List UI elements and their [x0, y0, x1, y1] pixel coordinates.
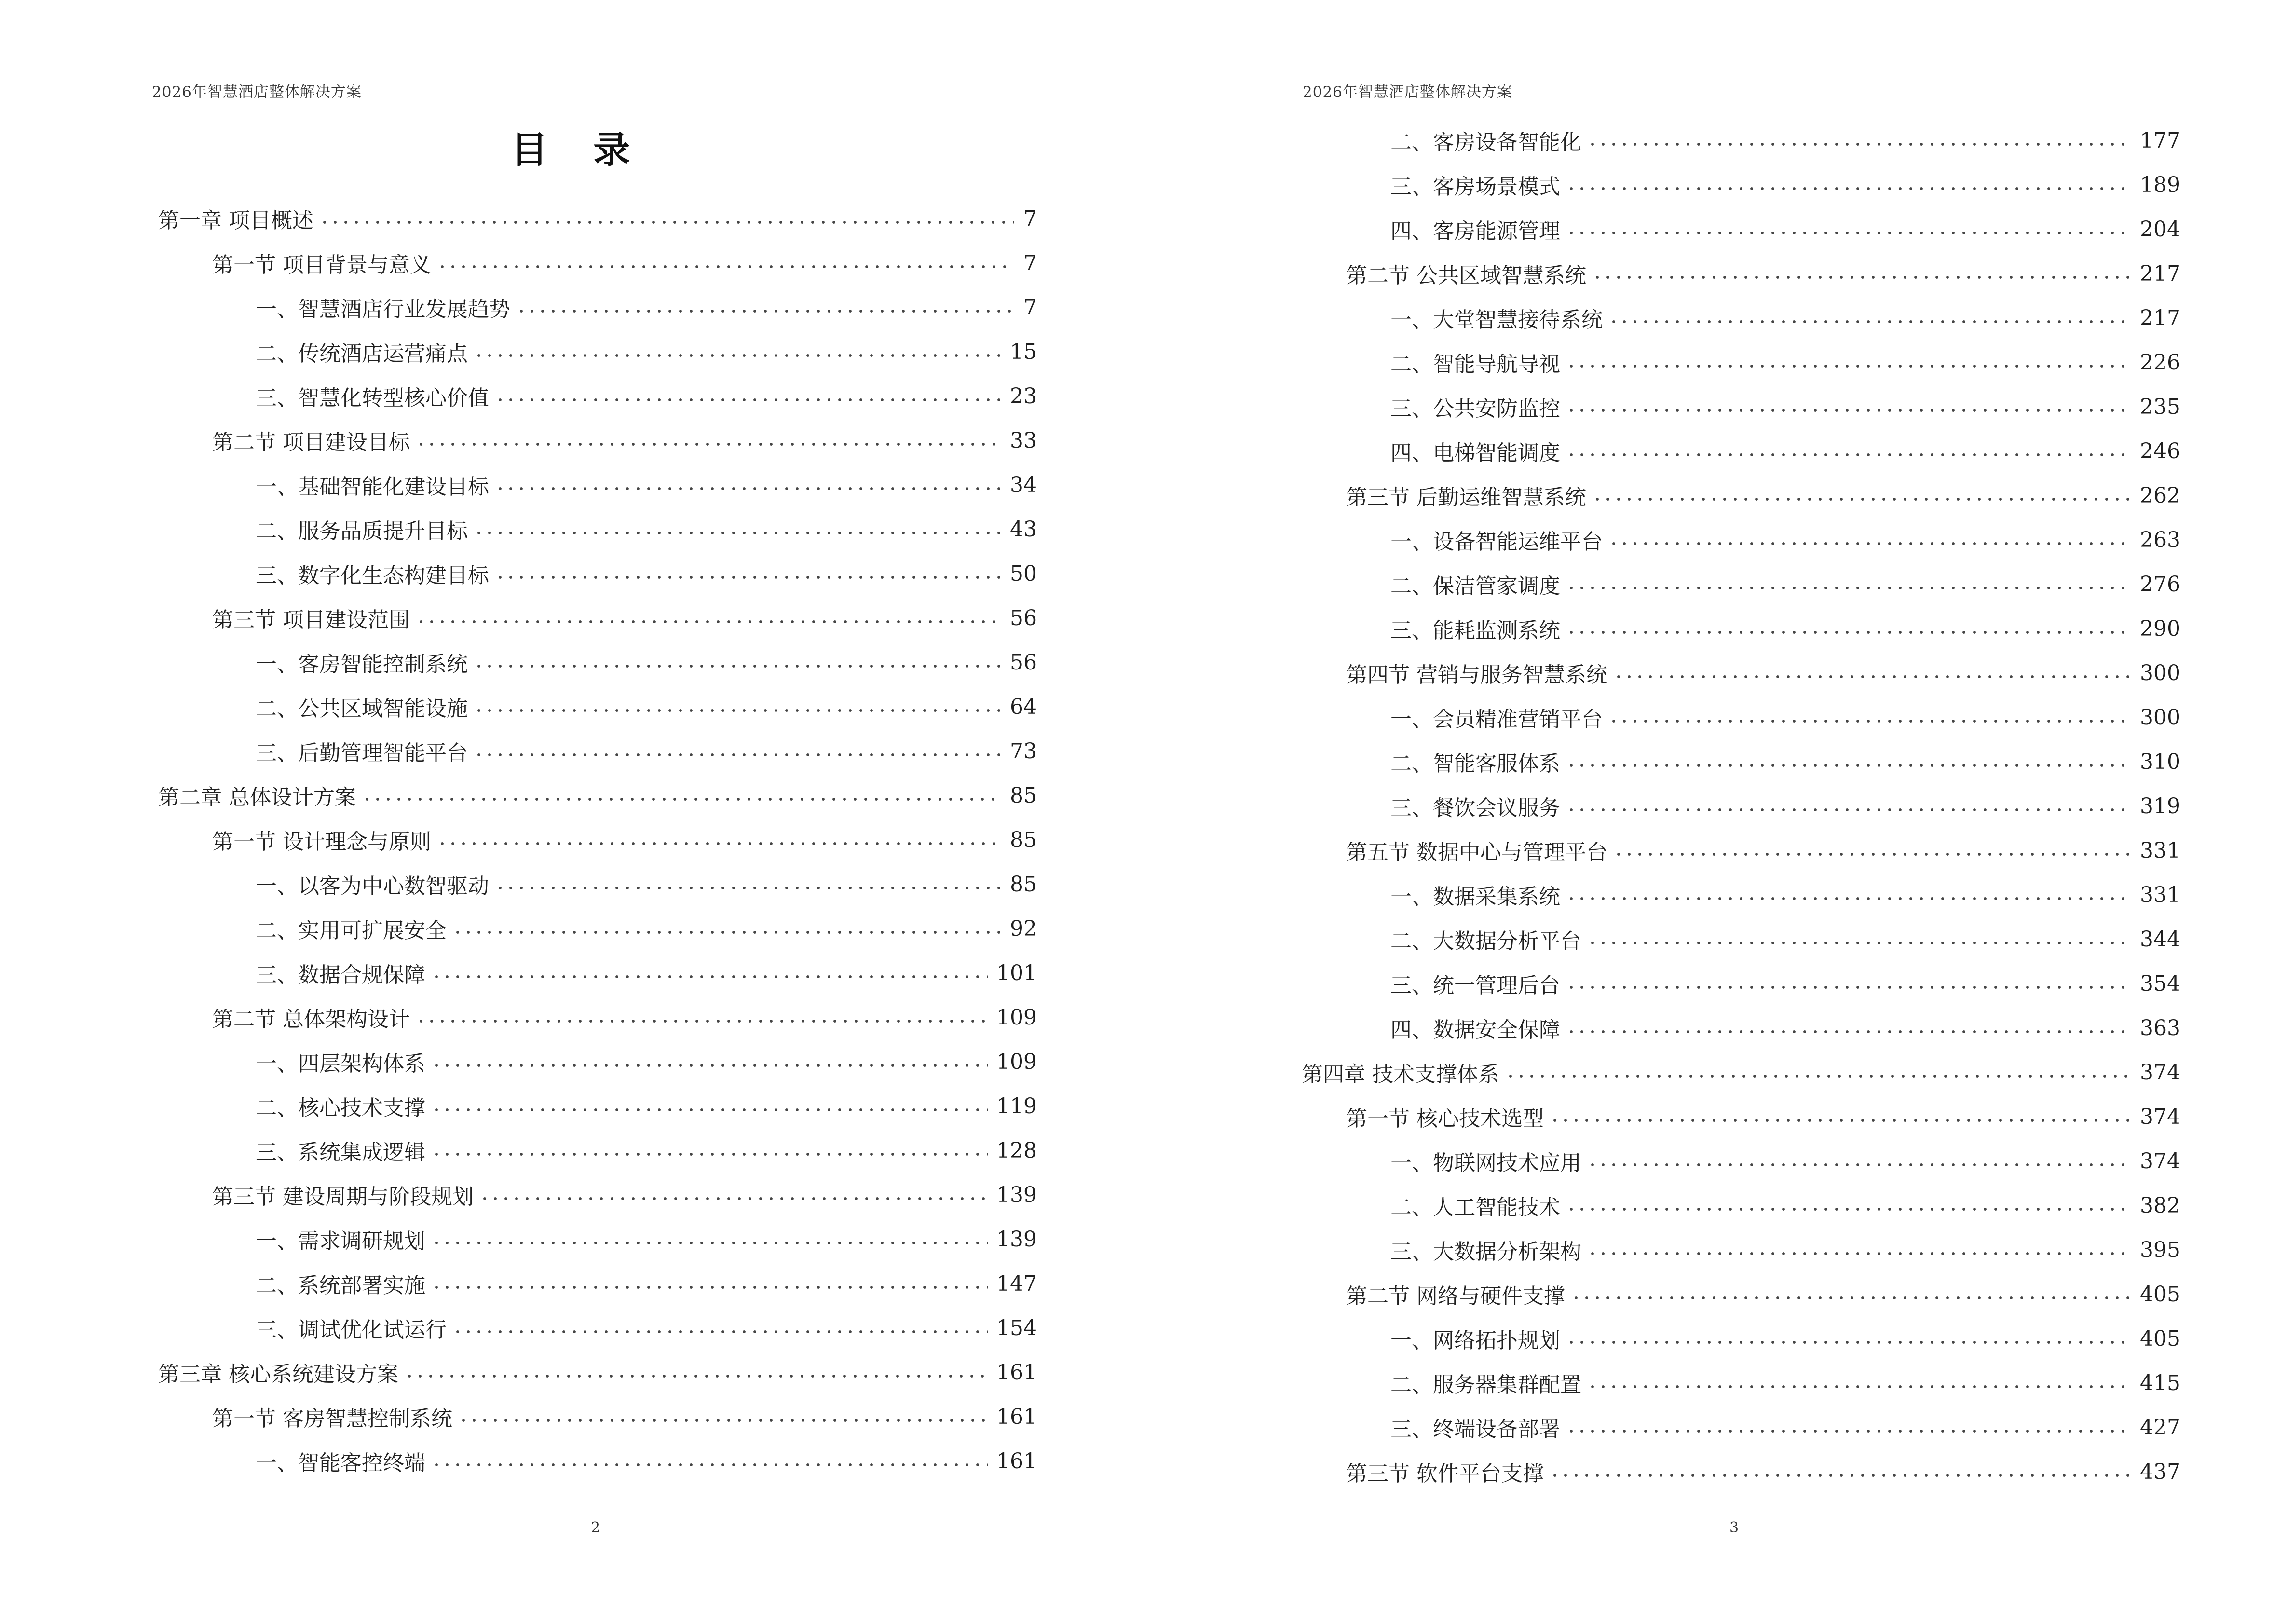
toc-entry-title: 一、会员精准营销平台 — [1390, 707, 1603, 732]
toc-entry-page-number: 33 — [1010, 428, 1037, 453]
toc-entry[interactable] — [0, 596, 1037, 640]
toc-entry[interactable] — [1144, 1361, 2180, 1405]
toc-entry-title: 一、四层架构体系 — [256, 1051, 425, 1076]
toc-entry-page-number: 139 — [996, 1227, 1037, 1252]
toc-entry-title: 第五节 数据中心与管理平台 — [1346, 840, 1607, 865]
running-header: 2026年智慧酒店整体解决方案 — [1303, 83, 1512, 101]
toc-entry[interactable] — [1144, 1050, 2180, 1094]
toc-entry-title: 第二章 总体设计方案 — [158, 785, 356, 810]
dot-leader — [1613, 675, 2131, 679]
toc-entry[interactable] — [0, 1350, 1037, 1394]
toc-entry-title: 第三节 软件平台支撑 — [1346, 1461, 1544, 1486]
toc-entry-title: 四、电梯智能调度 — [1390, 441, 1560, 465]
toc-entry-page-number: 437 — [2140, 1459, 2180, 1484]
toc-entry-page-number: 85 — [1010, 872, 1037, 897]
toc-entry-page-number: 147 — [996, 1271, 1037, 1296]
toc-entry[interactable] — [0, 551, 1037, 596]
dot-leader — [437, 842, 1001, 846]
toc-entry-title: 二、实用可扩展安全 — [256, 918, 447, 943]
dot-leader — [1592, 275, 2131, 279]
dot-leader — [474, 709, 1001, 712]
toc-entry-title: 一、大堂智慧接待系统 — [1390, 308, 1603, 332]
toc-entry-title: 二、公共区域智能设施 — [256, 696, 468, 721]
toc-entry-title: 一、需求调研规划 — [256, 1229, 425, 1254]
dot-leader — [1566, 985, 2131, 989]
dot-leader — [1608, 320, 2131, 324]
dot-leader — [437, 265, 1014, 269]
dot-leader — [1566, 764, 2131, 767]
dot-leader — [452, 1330, 988, 1334]
toc-entry-page-number: 128 — [996, 1138, 1037, 1163]
dot-leader — [1587, 142, 2131, 146]
toc-entry-page-number: 189 — [2140, 172, 2180, 197]
toc-entry-page-number: 161 — [996, 1360, 1037, 1385]
dot-leader — [516, 309, 1014, 313]
toc-entry-title: 三、调试优化试运行 — [256, 1318, 447, 1342]
toc-entry-title: 二、智能导航导视 — [1390, 352, 1560, 377]
toc-entry-page-number: 56 — [1010, 650, 1037, 675]
toc-entry-title: 第二节 项目建设目标 — [212, 430, 410, 455]
toc-entry-page-number: 262 — [2140, 483, 2180, 508]
toc-entry[interactable] — [1144, 251, 2180, 296]
dot-leader — [362, 797, 1001, 801]
toc-entry-page-number: 217 — [2140, 305, 2180, 330]
toc-entry[interactable] — [1144, 695, 2180, 739]
toc-entry[interactable] — [1144, 1183, 2180, 1228]
toc-entry[interactable] — [0, 1128, 1037, 1173]
toc-entry-page-number: 85 — [1010, 827, 1037, 852]
dot-leader — [431, 975, 988, 979]
dot-leader — [1566, 630, 2131, 634]
toc-entry-title: 第一节 项目背景与意义 — [212, 253, 431, 277]
dot-leader — [1566, 364, 2131, 368]
dot-leader — [431, 1463, 988, 1467]
dot-leader — [495, 575, 1001, 579]
toc-entry-page-number: 217 — [2140, 261, 2180, 286]
toc-entry-page-number: 235 — [2140, 394, 2180, 419]
dot-leader — [1571, 1296, 2131, 1300]
toc-entry-title: 二、大数据分析平台 — [1390, 929, 1581, 954]
toc-entry-page-number: 354 — [2140, 971, 2180, 996]
toc-entry[interactable] — [1144, 828, 2180, 873]
toc-entry-title: 一、网络拓扑规划 — [1390, 1328, 1560, 1353]
dot-leader — [474, 664, 1001, 668]
toc-entry-page-number: 263 — [2140, 527, 2180, 552]
toc-entry[interactable] — [0, 684, 1037, 729]
toc-entry-title: 第一节 核心技术选型 — [1346, 1106, 1544, 1131]
toc-entry[interactable] — [0, 1217, 1037, 1261]
toc-entry[interactable] — [1144, 1139, 2180, 1183]
toc-entry-page-number: 331 — [2140, 882, 2180, 907]
toc-entry[interactable] — [1144, 1272, 2180, 1316]
table-of-contents — [0, 196, 1144, 1483]
dot-leader — [474, 753, 1001, 757]
toc-entry-page-number: 310 — [2140, 749, 2180, 774]
toc-entry-page-number: 363 — [2140, 1015, 2180, 1040]
toc-entry-page-number: 73 — [1010, 738, 1037, 764]
toc-entry-page-number: 23 — [1010, 383, 1037, 409]
toc-entry-title: 二、保洁管家调度 — [1390, 574, 1560, 599]
toc-entry-page-number: 101 — [996, 960, 1037, 985]
dot-leader — [416, 442, 1001, 446]
toc-entry[interactable] — [1144, 562, 2180, 606]
toc-entry[interactable] — [0, 862, 1037, 906]
toc-entry[interactable] — [1144, 296, 2180, 340]
toc-entry-title: 第二节 总体架构设计 — [212, 1007, 410, 1032]
toc-entry-title: 二、服务品质提升目标 — [256, 519, 468, 544]
toc-entry-page-number: 161 — [996, 1404, 1037, 1429]
toc-entry[interactable] — [1144, 118, 2180, 163]
toc-entry-page-number: 405 — [2140, 1326, 2180, 1351]
dot-leader — [1587, 941, 2131, 945]
dot-leader — [495, 398, 1001, 402]
dot-leader — [416, 620, 1001, 624]
toc-entry[interactable] — [0, 1261, 1037, 1306]
toc-entry-page-number: 85 — [1010, 783, 1037, 808]
toc-entry-page-number: 276 — [2140, 572, 2180, 597]
toc-entry-title: 第二节 网络与硬件支撑 — [1346, 1284, 1565, 1309]
toc-entry-page-number: 109 — [996, 1049, 1037, 1074]
dot-leader — [1587, 1163, 2131, 1167]
toc-entry-page-number: 177 — [2140, 128, 2180, 153]
toc-entry[interactable] — [0, 507, 1037, 551]
toc-entry[interactable] — [0, 418, 1037, 463]
dot-leader — [1566, 409, 2131, 412]
toc-entry-page-number: 374 — [2140, 1060, 2180, 1085]
dot-leader — [1566, 586, 2131, 590]
dot-leader — [431, 1241, 988, 1245]
toc-entry-title: 一、数据采集系统 — [1390, 885, 1560, 909]
toc-entry-title: 一、智慧酒店行业发展趋势 — [256, 297, 510, 322]
toc-entry[interactable] — [1144, 784, 2180, 828]
toc-entry[interactable] — [1144, 739, 2180, 784]
toc-entry-title: 二、系统部署实施 — [256, 1273, 425, 1298]
toc-entry-page-number: 374 — [2140, 1104, 2180, 1129]
toc-entry-page-number: 64 — [1010, 694, 1037, 719]
dot-leader — [1587, 1385, 2131, 1389]
toc-entry-title: 三、系统集成逻辑 — [256, 1140, 425, 1165]
toc-entry-page-number: 226 — [2140, 350, 2180, 375]
toc-entry-page-number: 15 — [1010, 339, 1037, 364]
dot-leader — [1608, 542, 2131, 546]
toc-entry-page-number: 427 — [2140, 1415, 2180, 1440]
running-header: 2026年智慧酒店整体解决方案 — [152, 83, 362, 101]
dot-leader — [495, 487, 1001, 491]
toc-entry-page-number: 50 — [1010, 561, 1037, 586]
toc-entry-page-number: 300 — [2140, 660, 2180, 685]
toc-entry[interactable] — [1144, 207, 2180, 251]
dot-leader — [1592, 497, 2131, 501]
toc-entry-title: 第一章 项目概述 — [158, 208, 313, 233]
toc-entry-title: 一、设备智能运维平台 — [1390, 530, 1603, 554]
toc-entry-page-number: 161 — [996, 1448, 1037, 1474]
toc-entry[interactable] — [1144, 917, 2180, 961]
toc-entry-page-number: 139 — [996, 1182, 1037, 1207]
toc-entry[interactable] — [1144, 518, 2180, 562]
toc-entry-title: 三、统一管理后台 — [1390, 973, 1560, 998]
dot-leader — [1566, 231, 2131, 235]
dot-leader — [1566, 1030, 2131, 1034]
dot-leader — [1587, 1252, 2131, 1256]
toc-entry-page-number: 405 — [2140, 1282, 2180, 1307]
toc-entry-title: 二、核心技术支撑 — [256, 1096, 425, 1120]
toc-entry[interactable] — [0, 329, 1037, 374]
toc-entry-title: 二、传统酒店运营痛点 — [256, 341, 468, 366]
toc-entry-title: 三、后勤管理智能平台 — [256, 741, 468, 765]
dot-leader — [1550, 1119, 2131, 1122]
toc-entry[interactable] — [0, 1306, 1037, 1350]
toc-entry-title: 二、服务器集群配置 — [1390, 1373, 1581, 1397]
dot-leader — [1566, 187, 2131, 191]
toc-entry[interactable] — [1144, 1094, 2180, 1139]
dot-leader — [416, 1019, 988, 1023]
toc-entry-page-number: 92 — [1010, 916, 1037, 941]
dot-leader — [431, 1108, 988, 1112]
toc-entry-title: 第三节 建设周期与阶段规划 — [212, 1185, 474, 1209]
toc-entry[interactable] — [1144, 606, 2180, 651]
toc-entry-page-number: 374 — [2140, 1148, 2180, 1174]
toc-entry-title: 三、客房场景模式 — [1390, 175, 1560, 199]
toc-entry-page-number: 290 — [2140, 616, 2180, 641]
toc-entry-page-number: 154 — [996, 1315, 1037, 1340]
dot-leader — [1566, 808, 2131, 812]
toc-entry-page-number: 331 — [2140, 838, 2180, 863]
toc-entry-title: 四、数据安全保障 — [1390, 1018, 1560, 1042]
dot-leader — [431, 1152, 988, 1156]
dot-leader — [1566, 1429, 2131, 1433]
dot-leader — [1613, 852, 2131, 856]
dot-leader — [404, 1374, 988, 1378]
toc-entry-title: 三、公共安防监控 — [1390, 396, 1560, 421]
toc-entry-title: 三、能耗监测系统 — [1390, 618, 1560, 643]
toc-entry[interactable] — [1144, 340, 2180, 384]
toc-entry-page-number: 344 — [2140, 927, 2180, 952]
toc-entry[interactable] — [0, 1439, 1037, 1483]
dot-leader — [458, 1419, 988, 1422]
toc-entry-title: 第三节 项目建设范围 — [212, 608, 410, 632]
dot-leader — [479, 1197, 988, 1201]
toc-entry-title: 三、终端设备部署 — [1390, 1417, 1560, 1442]
toc-entry[interactable] — [1144, 429, 2180, 473]
toc-entry-title: 第四章 技术支撑体系 — [1302, 1062, 1499, 1087]
toc-entry[interactable] — [0, 818, 1037, 862]
dot-leader — [474, 531, 1001, 535]
toc-entry-title: 一、物联网技术应用 — [1390, 1151, 1581, 1175]
toc-entry[interactable] — [0, 640, 1037, 684]
dot-leader — [1550, 1474, 2131, 1477]
document-page-right — [1144, 0, 2287, 1624]
toc-entry[interactable] — [0, 773, 1037, 818]
page-number: 3 — [1729, 1519, 1739, 1536]
dot-leader — [1566, 1340, 2131, 1344]
toc-entry-title: 第一节 客房智慧控制系统 — [212, 1406, 452, 1431]
toc-entry[interactable] — [0, 374, 1037, 418]
toc-entry-title: 一、客房智能控制系统 — [256, 652, 468, 677]
toc-title: 目 录 — [511, 128, 647, 171]
toc-entry[interactable] — [0, 463, 1037, 507]
dot-leader — [431, 1064, 988, 1067]
toc-entry[interactable] — [0, 951, 1037, 995]
toc-entry-title: 一、基础智能化建设目标 — [256, 475, 489, 499]
dot-leader — [1608, 719, 2131, 723]
toc-entry[interactable] — [1144, 1449, 2180, 1494]
toc-entry[interactable] — [0, 1173, 1037, 1217]
dot-leader — [1505, 1074, 2131, 1078]
toc-entry[interactable] — [1144, 473, 2180, 518]
toc-entry[interactable] — [1144, 1228, 2180, 1272]
toc-entry-page-number: 382 — [2140, 1193, 2180, 1218]
toc-entry-title: 第四节 营销与服务智慧系统 — [1346, 663, 1607, 687]
toc-entry[interactable] — [1144, 873, 2180, 917]
toc-entry-page-number: 34 — [1010, 472, 1037, 497]
toc-entry[interactable] — [1144, 1006, 2180, 1050]
toc-entry-page-number: 204 — [2140, 217, 2180, 242]
toc-entry-title: 二、人工智能技术 — [1390, 1195, 1560, 1220]
toc-entry[interactable] — [0, 729, 1037, 773]
dot-leader — [319, 220, 1014, 224]
toc-entry-title: 二、智能客服体系 — [1390, 751, 1560, 776]
toc-entry[interactable] — [0, 241, 1037, 285]
dot-leader — [474, 354, 1001, 357]
dot-leader — [495, 886, 1001, 890]
toc-entry-title: 第三章 核心系统建设方案 — [158, 1362, 398, 1387]
toc-entry-page-number: 246 — [2140, 438, 2180, 464]
toc-entry[interactable] — [0, 196, 1037, 241]
toc-entry-title: 第二节 公共区域智慧系统 — [1346, 263, 1586, 288]
toc-entry[interactable] — [1144, 1316, 2180, 1361]
toc-entry-page-number: 7 — [1023, 295, 1037, 320]
toc-entry-page-number: 7 — [1023, 250, 1037, 275]
toc-entry-page-number: 300 — [2140, 705, 2180, 730]
table-of-contents — [1144, 118, 2287, 1494]
toc-entry[interactable] — [0, 1394, 1037, 1439]
toc-entry-title: 一、智能客控终端 — [256, 1451, 425, 1475]
toc-entry-title: 三、大数据分析架构 — [1390, 1240, 1581, 1264]
toc-entry-page-number: 109 — [996, 1005, 1037, 1030]
page-number: 2 — [591, 1519, 600, 1536]
dot-leader — [1566, 453, 2131, 457]
toc-entry-title: 四、客房能源管理 — [1390, 219, 1560, 244]
toc-entry-page-number: 395 — [2140, 1237, 2180, 1262]
toc-entry[interactable] — [0, 285, 1037, 329]
toc-entry[interactable] — [0, 1084, 1037, 1128]
toc-entry-page-number: 119 — [996, 1093, 1037, 1119]
toc-entry-title: 二、客房设备智能化 — [1390, 130, 1581, 155]
dot-leader — [452, 930, 1001, 934]
toc-entry-title: 三、数字化生态构建目标 — [256, 563, 489, 588]
toc-entry[interactable] — [1144, 651, 2180, 695]
toc-entry[interactable] — [1144, 384, 2180, 429]
toc-entry-title: 第三节 后勤运维智慧系统 — [1346, 485, 1586, 510]
toc-entry-page-number: 56 — [1010, 605, 1037, 630]
toc-entry-title: 三、数据合规保障 — [256, 963, 425, 987]
toc-entry-title: 一、以客为中心数智驱动 — [256, 874, 489, 899]
toc-entry-page-number: 319 — [2140, 793, 2180, 819]
toc-entry-page-number: 415 — [2140, 1370, 2180, 1395]
toc-entry[interactable] — [1144, 163, 2180, 207]
toc-entry[interactable] — [1144, 961, 2180, 1006]
toc-entry-page-number: 7 — [1023, 206, 1037, 231]
dot-leader — [431, 1285, 988, 1289]
toc-entry[interactable] — [1144, 1405, 2180, 1449]
toc-entry[interactable] — [0, 1039, 1037, 1084]
dot-leader — [1566, 897, 2131, 901]
toc-entry[interactable] — [0, 906, 1037, 951]
toc-entry[interactable] — [0, 995, 1037, 1039]
toc-entry-title: 三、智慧化转型核心价值 — [256, 386, 489, 410]
toc-entry-title: 三、餐饮会议服务 — [1390, 796, 1560, 820]
toc-entry-title: 第一节 设计理念与原则 — [212, 830, 431, 854]
toc-entry-page-number: 43 — [1010, 517, 1037, 542]
dot-leader — [1566, 1207, 2131, 1211]
